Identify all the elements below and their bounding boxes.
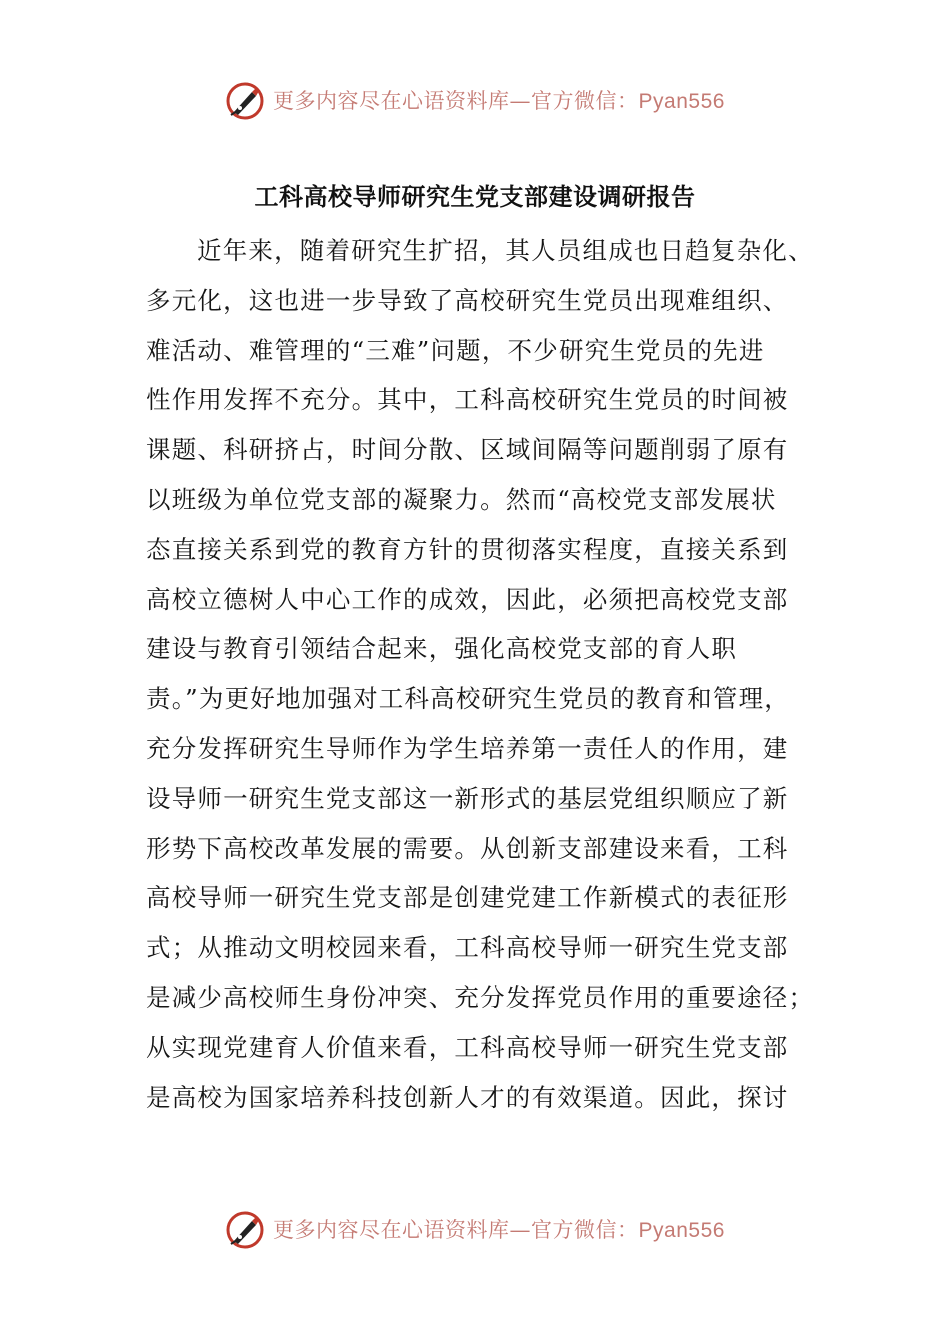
body-line: 责。”为更好地加强对工科高校研究生党员的教育和管理， bbox=[146, 684, 790, 714]
body-line: 以班级为单位党支部的凝聚力。然而“高校党支部发展状 bbox=[146, 484, 777, 514]
pen-nib-logo-icon bbox=[225, 81, 265, 121]
body-line: 难活动、难管理的“三难”问题，不少研究生党员的先进 bbox=[146, 335, 765, 365]
body-line: 高校立德树人中心工作的成效，因此，必须把高校党支部 bbox=[146, 584, 789, 614]
body-line: 充分发挥研究生导师作为学生培养第一责任人的作用，建 bbox=[146, 733, 789, 763]
body-line: 态直接关系到党的教育方针的贯彻落实程度，直接关系到 bbox=[146, 534, 789, 564]
header-banner-text bbox=[273, 88, 725, 113]
body-line: 课题、科研挤占，时间分散、区域间隔等问题削弱了原有 bbox=[146, 435, 789, 465]
body-line: 建设与教育引领结合起来，强化高校党支部的育人职 bbox=[146, 634, 738, 664]
body-line: 形势下高校改革发展的需要。从创新支部建设来看，工科 bbox=[146, 833, 789, 863]
footer-banner-text bbox=[273, 1217, 725, 1242]
body-line: 从实现党建育人价值来看，工科高校导师一研究生党支部 bbox=[146, 1032, 789, 1062]
pen-nib-logo-icon bbox=[225, 1210, 265, 1250]
body-line: 多元化，这也进一步导致了高校研究生党员出现难组织、 bbox=[146, 285, 789, 315]
footer-banner-slogan: 更多内容尽在心语资料库—官方微信： bbox=[273, 1217, 639, 1242]
document-body-paragraph bbox=[146, 226, 815, 1122]
body-line: 设导师一研究生党支部这一新形式的基层党组织顺应了新 bbox=[146, 783, 789, 813]
body-line: 是高校为国家培养科技创新人才的有效渠道。因此，探讨 bbox=[146, 1082, 789, 1112]
document-title: 工科高校导师研究生党支部建设调研报告 bbox=[254, 183, 696, 211]
body-line: 是减少高校师生身份冲突、充分发挥党员作用的重要途径； bbox=[146, 982, 815, 1012]
body-line: 近年来，随着研究生扩招，其人员组成也日趋复杂化、 bbox=[197, 236, 814, 265]
footer-watermark-banner bbox=[0, 1208, 950, 1252]
body-line: 高校导师一研究生党支部是创建党建工作新模式的表征形 bbox=[146, 883, 789, 913]
header-watermark-banner bbox=[0, 79, 950, 123]
header-banner-wechat-id: Pyan556 bbox=[638, 89, 725, 113]
body-line: 性作用发挥不充分。其中，工科高校研究生党员的时间被 bbox=[146, 385, 789, 415]
body-line: 式；从推动文明校园来看，工科高校导师一研究生党支部 bbox=[146, 933, 789, 963]
footer-banner-wechat-id: Pyan556 bbox=[638, 1218, 725, 1242]
header-banner-slogan: 更多内容尽在心语资料库—官方微信： bbox=[273, 88, 639, 113]
